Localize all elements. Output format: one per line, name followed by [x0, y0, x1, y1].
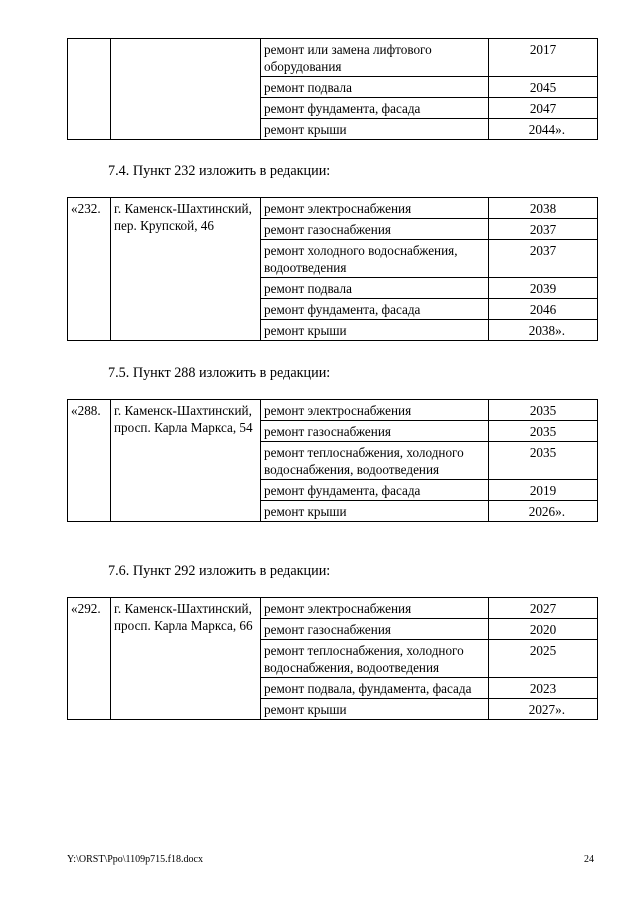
work-year: 2035 — [489, 442, 598, 480]
work-type: ремонт или замена лифтового оборудования — [261, 39, 489, 77]
work-year: 2025 — [489, 640, 598, 678]
work-type: ремонт теплоснабжения, холодного водоснабжения, водоотведения — [261, 640, 489, 678]
work-year: 2026». — [489, 501, 598, 522]
work-year: 2044». — [489, 119, 598, 140]
item-number: «232. — [68, 198, 111, 341]
footer-page-number: 24 — [584, 854, 594, 865]
work-year: 2037 — [489, 240, 598, 278]
work-year: 2027 — [489, 598, 598, 619]
work-type: ремонт электроснабжения — [261, 400, 489, 421]
work-type: ремонт подвала — [261, 77, 489, 98]
work-type: ремонт теплоснабжения, холодного водоснабжения, водоотведения — [261, 442, 489, 480]
work-type: ремонт газоснабжения — [261, 421, 489, 442]
work-type: ремонт газоснабжения — [261, 219, 489, 240]
work-year: 2037 — [489, 219, 598, 240]
work-type: ремонт крыши — [261, 119, 489, 140]
table-row — [68, 198, 598, 219]
paragraph-7-6: 7.6. Пункт 292 изложить в редакции: — [108, 563, 331, 579]
work-type: ремонт газоснабжения — [261, 619, 489, 640]
item-address: г. Каменск-Шахтинский, пер. Крупской, 46 — [111, 198, 261, 341]
item-address: г. Каменск-Шахтинский, просп. Карла Маркса, 54 — [111, 400, 261, 522]
table-item-232 — [67, 197, 598, 341]
work-type: ремонт крыши — [261, 699, 489, 720]
item-address: г. Каменск-Шахтинский, просп. Карла Маркса, 66 — [111, 598, 261, 720]
work-type: ремонт крыши — [261, 501, 489, 522]
item-number — [68, 39, 111, 140]
work-year: 2035 — [489, 400, 598, 421]
footer-file-path: Y:\ORST\Ppo\1109p715.f18.docx — [67, 854, 203, 865]
work-type: ремонт холодного водоснабжения, водоотведения — [261, 240, 489, 278]
work-year: 2038 — [489, 198, 598, 219]
table-row — [68, 400, 598, 421]
paragraph-7-5: 7.5. Пункт 288 изложить в редакции: — [108, 365, 331, 381]
work-type: ремонт фундамента, фасада — [261, 98, 489, 119]
work-year: 2020 — [489, 619, 598, 640]
work-year: 2019 — [489, 480, 598, 501]
work-year: 2046 — [489, 299, 598, 320]
work-type: ремонт электроснабжения — [261, 598, 489, 619]
work-type: ремонт фундамента, фасада — [261, 480, 489, 501]
work-year: 2045 — [489, 77, 598, 98]
work-year: 2027». — [489, 699, 598, 720]
item-number: «288. — [68, 400, 111, 522]
work-year: 2038». — [489, 320, 598, 341]
item-address — [111, 39, 261, 140]
work-type: ремонт подвала — [261, 278, 489, 299]
work-type: ремонт подвала, фундамента, фасада — [261, 678, 489, 699]
table-row — [68, 598, 598, 619]
work-type: ремонт фундамента, фасада — [261, 299, 489, 320]
work-year: 2047 — [489, 98, 598, 119]
work-year: 2017 — [489, 39, 598, 77]
table-row — [68, 39, 598, 77]
paragraph-7-4: 7.4. Пункт 232 изложить в редакции: — [108, 163, 331, 179]
table-item-288 — [67, 399, 598, 522]
work-year: 2039 — [489, 278, 598, 299]
work-type: ремонт крыши — [261, 320, 489, 341]
item-number: «292. — [68, 598, 111, 720]
work-year: 2035 — [489, 421, 598, 442]
table-continuation — [67, 38, 598, 140]
table-item-292 — [67, 597, 598, 720]
work-type: ремонт электроснабжения — [261, 198, 489, 219]
work-year: 2023 — [489, 678, 598, 699]
